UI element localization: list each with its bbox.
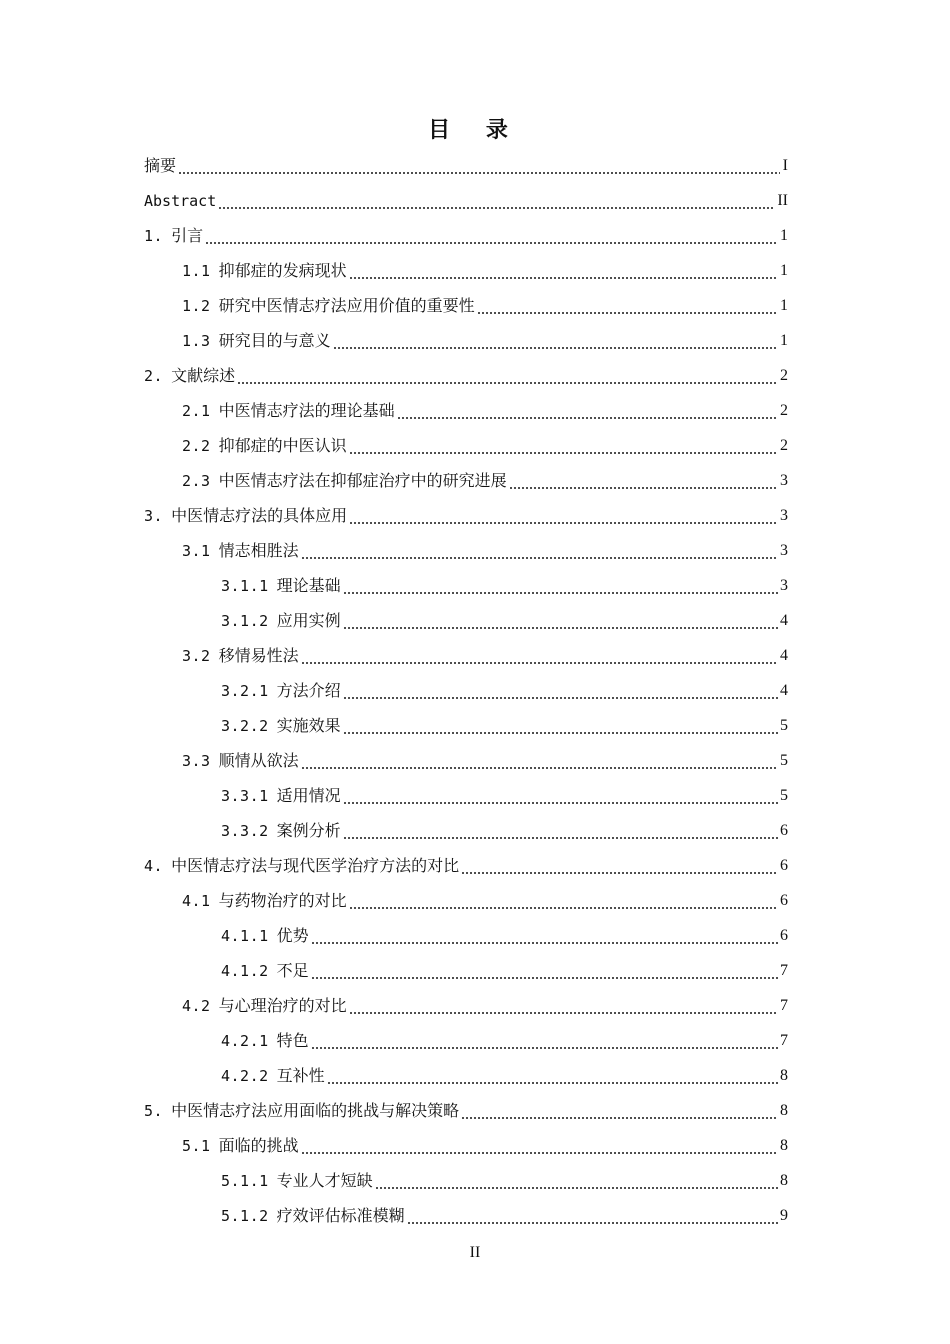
toc-entry-label: 应用实例 <box>276 610 341 630</box>
toc-entry-number: 2. <box>144 366 164 385</box>
toc-entry-label: 特色 <box>276 1030 309 1050</box>
toc-entry-number: 4. <box>144 856 164 875</box>
toc-entry[interactable] <box>0 673 950 708</box>
toc-entry[interactable] <box>0 288 950 323</box>
toc-entry-number: 3.3.2 <box>221 821 269 840</box>
dot-leader <box>349 891 778 911</box>
dot-leader <box>349 436 778 456</box>
toc-entry[interactable] <box>0 813 950 848</box>
toc-entry-page: 9 <box>780 1206 788 1224</box>
dot-leader <box>301 541 778 561</box>
toc-entry-page: 5 <box>780 716 788 734</box>
toc-entry-label: 引言 <box>171 225 204 245</box>
dot-leader <box>218 191 775 211</box>
toc-entry-page: 1 <box>780 261 788 279</box>
toc-entry-page: 7 <box>780 1031 788 1049</box>
toc-entry-page: 3 <box>780 576 788 594</box>
toc-entry-label: 不足 <box>276 960 309 980</box>
toc-entry-label: 移情易性法 <box>218 645 299 665</box>
toc-entry-number: 3.3 <box>182 751 211 770</box>
toc-entry-label: 互补性 <box>276 1065 325 1085</box>
toc-entry-number: 5.1.1 <box>221 1171 269 1190</box>
toc-entry-number: 1.1 <box>182 261 211 280</box>
toc-entry[interactable] <box>0 148 950 183</box>
dot-leader <box>461 1101 778 1121</box>
toc-entry[interactable] <box>0 393 950 428</box>
toc-entry[interactable] <box>0 638 950 673</box>
toc-entry-label: 理论基础 <box>276 575 341 595</box>
toc-entry-label: 适用情况 <box>276 785 341 805</box>
dot-leader <box>343 786 778 806</box>
toc-entry[interactable] <box>0 848 950 883</box>
toc-entry-page: 6 <box>780 821 788 839</box>
toc-entry-label: 抑郁症的发病现状 <box>218 260 347 280</box>
dot-leader <box>343 716 778 736</box>
toc-entry-page: 2 <box>780 401 788 419</box>
toc-entry[interactable] <box>0 953 950 988</box>
toc-entry[interactable] <box>0 778 950 813</box>
toc-entry-label: 专业人才短缺 <box>276 1170 373 1190</box>
toc-entry-number: 1. <box>144 226 164 245</box>
toc-entry-page: 5 <box>780 751 788 769</box>
toc-entry-label: 顺情从欲法 <box>218 750 299 770</box>
toc-entry-number: 3.2.1 <box>221 681 269 700</box>
dot-leader <box>343 576 778 596</box>
toc-entry-number: 3.1 <box>182 541 211 560</box>
toc-entry-label: 文献综述 <box>171 365 236 385</box>
toc-entry[interactable] <box>0 1093 950 1128</box>
dot-leader <box>237 366 778 386</box>
toc-entry-label: 情志相胜法 <box>218 540 299 560</box>
toc-entry-label: 疗效评估标准模糊 <box>276 1205 405 1225</box>
toc-entry-page: 8 <box>780 1101 788 1119</box>
dot-leader <box>343 611 778 631</box>
toc-entry-page: 6 <box>780 891 788 909</box>
toc-entry-page: 3 <box>780 541 788 559</box>
dot-leader <box>301 751 778 771</box>
toc-entry-label: 中医情志疗法应用面临的挑战与解决策略 <box>171 1100 460 1120</box>
toc-entry-number: 4.2 <box>182 996 211 1015</box>
dot-leader <box>349 996 778 1016</box>
page-number-footer: II <box>469 1244 481 1261</box>
toc-entry-page: 3 <box>780 471 788 489</box>
toc-entry-number: 4.2.1 <box>221 1031 269 1050</box>
dot-leader <box>397 401 778 421</box>
dot-leader <box>311 926 778 946</box>
toc-entry-page: 8 <box>780 1171 788 1189</box>
dot-leader <box>407 1206 778 1226</box>
toc-entry-page: 6 <box>780 856 788 874</box>
toc-entry-page: 6 <box>780 926 788 944</box>
toc-entry-page: 8 <box>780 1136 788 1154</box>
toc-entry-label: 抑郁症的中医认识 <box>218 435 347 455</box>
dot-leader <box>311 961 778 981</box>
toc-entry[interactable] <box>0 603 950 638</box>
toc-entry-number: 4.2.2 <box>221 1066 269 1085</box>
toc-entry-page: 7 <box>780 961 788 979</box>
toc-entry-page: 8 <box>780 1066 788 1084</box>
toc-entry-number: 3. <box>144 506 164 525</box>
toc-entry[interactable] <box>0 533 950 568</box>
dot-leader <box>333 331 778 351</box>
toc-entry-number: 1.2 <box>182 296 211 315</box>
toc-entry[interactable] <box>0 1023 950 1058</box>
dot-leader <box>311 1031 778 1051</box>
toc-entry-label: 实施效果 <box>276 715 341 735</box>
toc-entry[interactable] <box>0 883 950 918</box>
dot-leader <box>301 1136 778 1156</box>
toc-entry[interactable] <box>0 568 950 603</box>
toc-entry-page: II <box>777 191 788 209</box>
toc-entry-page: 3 <box>780 506 788 524</box>
toc-entry-number: 3.1.2 <box>221 611 269 630</box>
toc-entry-label: 中医情志疗法的理论基础 <box>218 400 395 420</box>
toc-entry-number: 5.1.2 <box>221 1206 269 1225</box>
toc-entry-page: 1 <box>780 331 788 349</box>
toc-entry-page: 1 <box>780 296 788 314</box>
toc-entry-page: 2 <box>780 436 788 454</box>
toc-entry[interactable] <box>0 918 950 953</box>
toc-entry[interactable] <box>0 323 950 358</box>
toc-entry[interactable] <box>0 183 950 218</box>
toc-entry[interactable] <box>0 463 950 498</box>
toc-entry[interactable] <box>0 988 950 1023</box>
toc-entry-number: 5.1 <box>182 1136 211 1155</box>
toc-entry[interactable] <box>0 218 950 253</box>
toc-entry-number: 4.1 <box>182 891 211 910</box>
toc-entry-page: 5 <box>780 786 788 804</box>
toc-entry-label: 中医情志疗法的具体应用 <box>171 505 348 525</box>
dot-leader <box>477 296 778 316</box>
toc-entry-label: 面临的挑战 <box>218 1135 299 1155</box>
toc-entry-label: 案例分析 <box>276 820 341 840</box>
toc-entry-number: 2.2 <box>182 436 211 455</box>
toc-entry-label: 与心理治疗的对比 <box>218 995 347 1015</box>
toc-entry[interactable] <box>0 743 950 778</box>
toc-entry-label: 研究目的与意义 <box>218 330 331 350</box>
toc-entry-number: 2.1 <box>182 401 211 420</box>
toc-entry-label: 方法介绍 <box>276 680 341 700</box>
toc-entry-number: 1.3 <box>182 331 211 350</box>
dot-leader <box>349 261 778 281</box>
toc-entry-label: 与药物治疗的对比 <box>218 890 347 910</box>
dot-leader <box>343 681 778 701</box>
toc-entry-number: 2.3 <box>182 471 211 490</box>
toc-entry[interactable] <box>0 358 950 393</box>
toc-entry[interactable] <box>0 253 950 288</box>
toc-entry-number: 4.1.1 <box>221 926 269 945</box>
toc-title: 目 录 <box>428 117 522 143</box>
toc-entry-number: 3.3.1 <box>221 786 269 805</box>
dot-leader <box>178 156 780 176</box>
toc-entry-label: 摘要 <box>144 155 177 175</box>
toc-entry-number: 3.1.1 <box>221 576 269 595</box>
toc-entry-page: 2 <box>780 366 788 384</box>
toc-entry-number: 3.2 <box>182 646 211 665</box>
toc-entry-page: 4 <box>780 681 788 699</box>
toc-entry-label: 研究中医情志疗法应用价值的重要性 <box>218 295 475 315</box>
toc-entry[interactable] <box>0 428 950 463</box>
toc-entry[interactable] <box>0 1058 950 1093</box>
toc-entry-label: 中医情志疗法与现代医学治疗方法的对比 <box>171 855 460 875</box>
toc-entry-page: I <box>782 156 788 174</box>
dot-leader <box>343 821 778 841</box>
toc-entry-label: Abstract <box>144 191 217 210</box>
dot-leader <box>509 471 778 491</box>
dot-leader <box>301 646 778 666</box>
dot-leader <box>327 1066 778 1086</box>
toc-entry[interactable] <box>0 1163 950 1198</box>
dot-leader <box>349 506 778 526</box>
toc-list <box>0 148 950 1233</box>
toc-entry-label: 中医情志疗法在抑郁症治疗中的研究进展 <box>218 470 507 490</box>
toc-entry-label: 优势 <box>276 925 309 945</box>
toc-entry-page: 1 <box>780 226 788 244</box>
toc-entry-number: 3.2.2 <box>221 716 269 735</box>
toc-entry[interactable] <box>0 1128 950 1163</box>
toc-entry-page: 7 <box>780 996 788 1014</box>
toc-entry-number: 5. <box>144 1101 164 1120</box>
toc-entry[interactable] <box>0 708 950 743</box>
toc-entry-page: 4 <box>780 611 788 629</box>
dot-leader <box>205 226 778 246</box>
dot-leader <box>375 1171 778 1191</box>
toc-entry-number: 4.1.2 <box>221 961 269 980</box>
toc-entry[interactable] <box>0 1198 950 1233</box>
toc-entry-page: 4 <box>780 646 788 664</box>
toc-entry[interactable] <box>0 498 950 533</box>
dot-leader <box>461 856 778 876</box>
